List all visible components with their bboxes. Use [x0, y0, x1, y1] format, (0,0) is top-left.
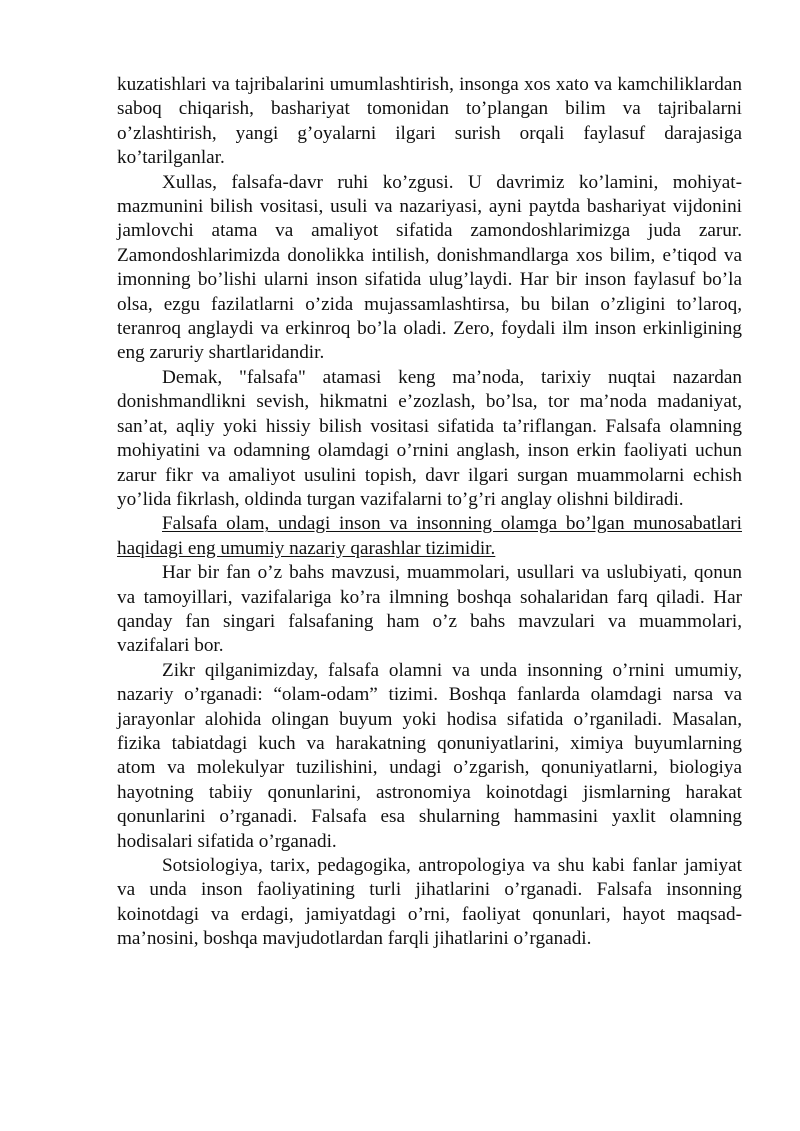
paragraph-falsafa-davr-ruhi: Xullas, falsafa-davr ruhi ko’zgusi. U davrimiz ko’lamini, mohiyat-mazmunini bilish vositasi, usuli va nazariyasi, ayni paytda bashariyat vijdonini jamlovchi atama va amaliyot sifatida zamondoshlarimizga juda zarur. Zamondoshlarimizda donolikka intilish, donishmandlarga xos bilim, e’tiqod va imonning bo’lishi ularni inson sifatida ulug’laydi. Har bir inson faylasuf bo’la olsa, ezgu fazilatlarni o’zida mujassamlashtirsa, bu bilan o’zligini to’laroq, teranroq anglaydi va erkinroq bo’la oladi. Zero, foydali ilm inson erkinligining eng zaruriy shartlaridandir. [117, 171, 742, 364]
paragraph-sotsiologiya: Sotsiologiya, tarix, pedagogika, antropologiya va shu kabi fanlar jamiyat va unda inson faoliyatining turli jihatlarini o’rganadi. Falsafa insonning koinotdagi va erdagi, jamiyatdagi o’rni, faoliyat qonunlari, hayot maqsad-ma’nosini, boshqa mavjudotlardan farqli jihatlarini o’rganadi. [117, 855, 742, 950]
paragraph-continuation: kuzatishlari va tajribalarini umumlashtirish, insonga xos xato va kamchiliklardan saboq chiqarish, bashariyat tomonidan to’plangan bilim va tajribalarni o’zlashtirish, yangi g’oyalarni ilgari surish orqali faylasuf darajasiga ko’tarilganlar. [117, 74, 742, 169]
paragraph-falsafa-atamasi: Demak, "falsafa" atamasi keng ma’noda, tarixiy nuqtai nazardan donishmandlikni sevish, hikmatni e’zozlash, bo’lsa, tor ma’noda madaniyat, san’at, aqliy yoki hissiy bilish vositasi sifatida ta’riflangan. Falsafa olamning mohiyatini va odamning olamdagi o’rnini anglash, inson erkin faoliyati uchun zarur fikr va amaliyot usulini topish, davr ilgari surgan muammolarni echish yo’lida fikrlash, oldinda turgan vazifalarni to’g’ri anglay olishni bildiradi. [117, 366, 742, 510]
paragraph-definition-underlined: Falsafa olam, undagi inson va insonning olamga bo’lgan munosabatlari haqidagi eng umumiy nazariy qarashlar tizimidir. [117, 513, 742, 559]
paragraph-olam-odam: Zikr qilganimizday, falsafa olamni va unda insonning o’rnini umumiy, nazariy o’rganadi: “olam-odam” tizimi. Boshqa fanlarda olamdagi narsa va jarayonlar alohida olingan buyum yoki hodisa sifatida o’rganiladi. Masalan, fizika tabiatdagi kuch va harakatning qonuniyatlarini, ximiya buyumlarning atom va molekulyar tuzilishini, undagi o’zgarish, qonuniyatlarni, biologiya hayotning tabiiy qonunlarini, astronomiya koinotdagi jismlarning harakat qonunlarini o’rganadi. Falsafa esa shularning hammasini yaxlit olamning hodisalari sifatida o’rganadi. [117, 659, 742, 852]
document-page [117, 73, 742, 952]
paragraph-har-bir-fan: Har bir fan o’z bahs mavzusi, muammolari, usullari va uslubiyati, qonun va tamoyillari, vazifalariga ko’ra ilmning boshqa sohalaridan farq qiladi. Har qanday fan singari falsafaning ham o’z bahs mavzulari va muammolari, vazifalari bor. [117, 562, 742, 657]
